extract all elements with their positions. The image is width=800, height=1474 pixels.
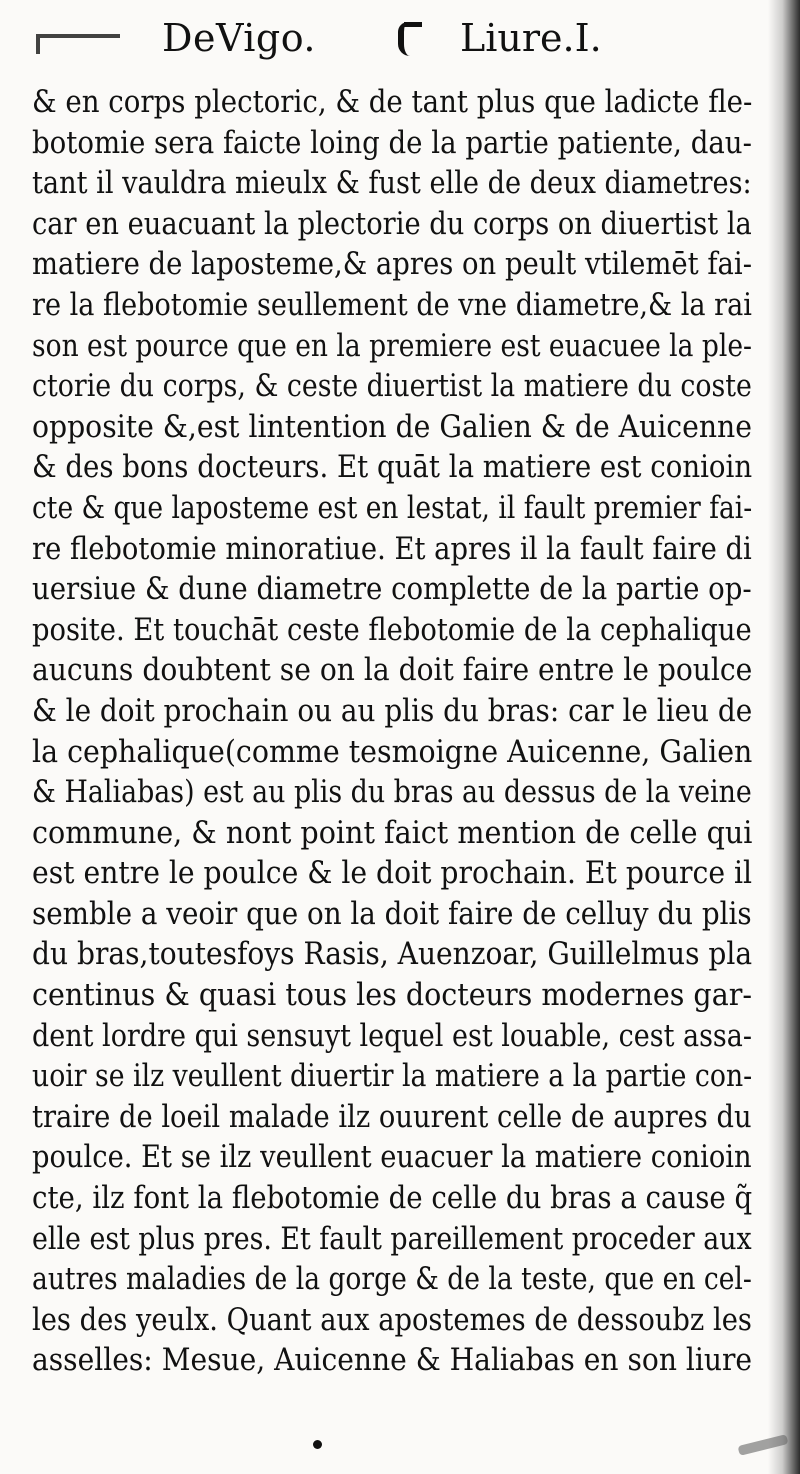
text-line: semble a veoir que on la doit faire de celluy du plis (32, 895, 752, 932)
text-line: posite. Et touchāt ceste flebotomie de la cephalique (32, 611, 752, 648)
text-line: re la flebotomie seullement de vne diametre,& la rai (32, 286, 752, 323)
book-reference: Liure.I. (460, 16, 602, 60)
text-line: re flebotomie minoratiue. Et apres il la fault faire di (32, 530, 752, 567)
text-line: la cephalique(comme tesmoigne Auicenne, Galien (32, 733, 753, 770)
text-line: ctorie du corps, & ceste diuertist la matiere du coste (32, 368, 752, 405)
text-line: traire de loeil malade ilz ouurent celle de aupres du (32, 1098, 752, 1135)
header-rule-ornament (36, 34, 120, 38)
text-line: du bras,toutesfoys Rasis, Auenzoar, Guillelmus pla (32, 936, 753, 973)
text-line: centinus & quasi tous les docteurs modernes gar- (32, 977, 753, 1014)
text-line: les des yeulx. Quant aux apostemes de dessoubz les (32, 1301, 752, 1338)
text-line: aucuns doubtent se on la doit faire entre le poulce (32, 652, 753, 689)
text-line: elle est plus pres. Et fault pareillement proceder aux (32, 1220, 752, 1257)
text-line: opposite &,est lintention de Galien & de Auicenne (32, 408, 752, 445)
page-header (30, 14, 750, 66)
text-line: botomie sera faicte loing de la partie patiente, dau- (32, 124, 752, 161)
text-line: commune, & nont point faict mention de celle qui (32, 814, 753, 851)
text-line: dent lordre qui sensuyt lequel est louable, cest assa- (32, 1017, 752, 1054)
text-line: tant il vauldra mieulx & fust elle de deux diametres: (32, 165, 752, 202)
text-line: autres maladies de la gorge & de la teste, que en cel- (32, 1261, 752, 1298)
text-line: & des bons docteurs. Et quāt la matiere est conioin (32, 449, 753, 486)
text-line: cte, ilz font la flebotomie de celle du bras a cause q̃ (32, 1180, 753, 1217)
text-line: & en corps plectoric, & de tant plus que ladicte fle- (32, 84, 753, 120)
body-text (32, 82, 752, 1381)
text-line: poulce. Et se ilz veullent euacuer la matiere conioin (32, 1139, 752, 1176)
text-line: uersiue & dune diametre complette de la partie op- (32, 571, 752, 608)
text-line: asselles: Mesue, Auicenne & Haliabas en son liure (32, 1342, 753, 1379)
page-binding-shadow (768, 0, 800, 1474)
text-line: car en euacuant la plectorie du corps on diuertist la (32, 205, 752, 242)
text-line: & le doit prochain ou au plis du bras: car le lieu de (32, 692, 753, 729)
text-line: uoir se ilz veullent diuertir la matiere a la partie con- (32, 1058, 753, 1095)
text-line: son est pource que en la premiere est euacuee la ple- (32, 327, 752, 364)
text-line: est entre le poulce & le doit prochain. Et pource il (32, 855, 753, 892)
text-line: cte & que laposteme est en lestat, il fault premier fai- (32, 489, 753, 526)
text-line: matiere de laposteme,& apres on peult vtilemēt fai- (32, 246, 752, 283)
fleuron-ornament-icon (398, 22, 426, 56)
running-title: DeVigo. (162, 16, 316, 60)
text-line: & Haliabas) est au plis du bras au dessus de la veine (32, 774, 752, 811)
ink-dot-mark (313, 1440, 322, 1449)
